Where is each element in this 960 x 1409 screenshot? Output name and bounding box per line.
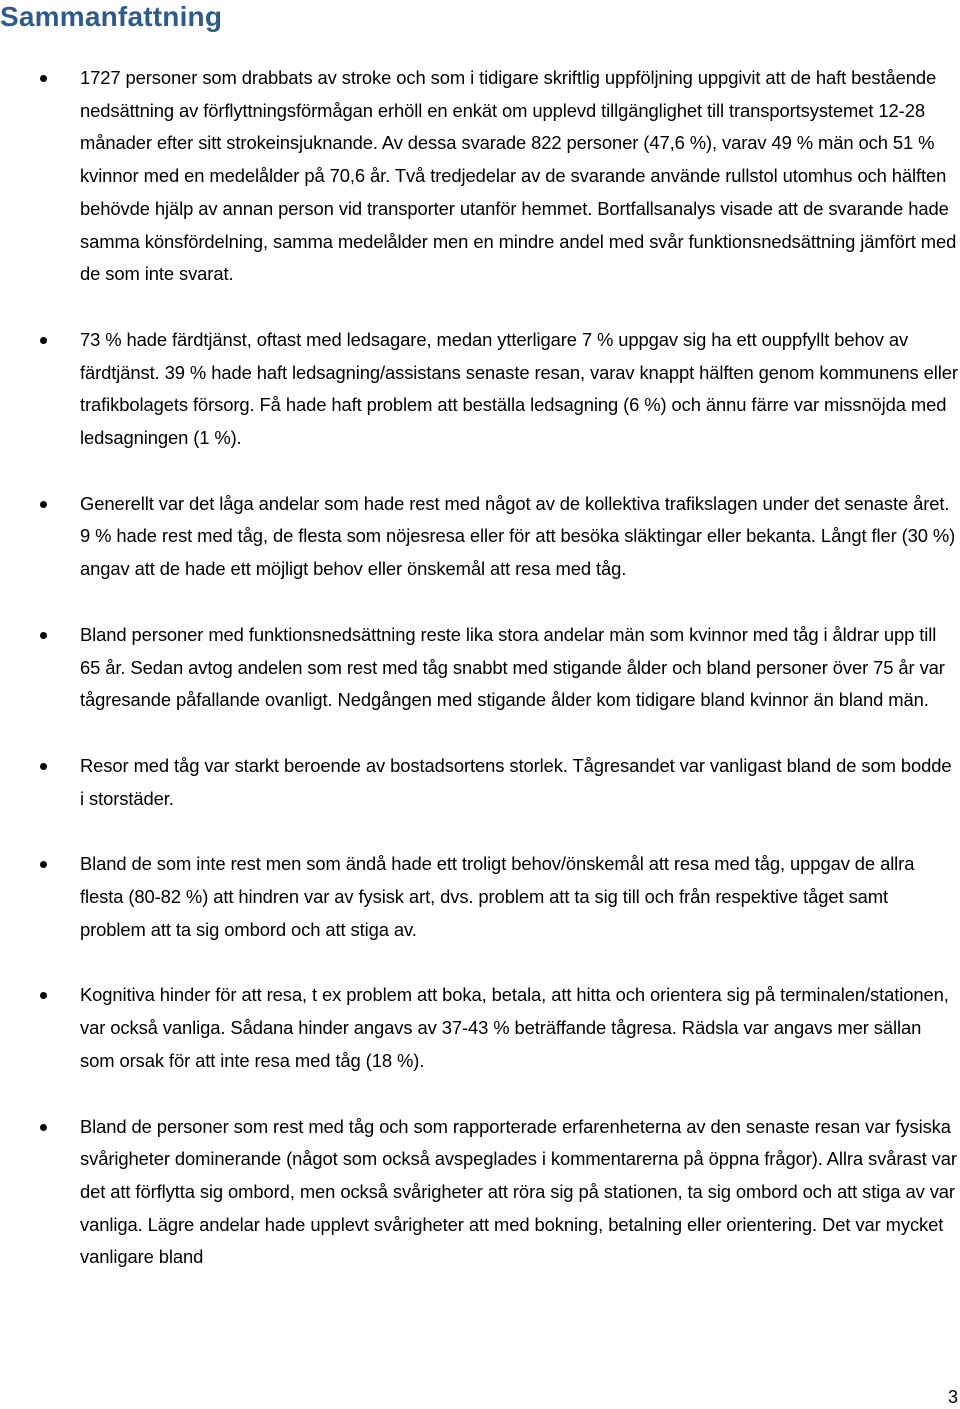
list-item xyxy=(0,848,960,946)
list-item xyxy=(0,62,960,291)
list-item xyxy=(0,1111,960,1275)
bullet-icon xyxy=(40,763,47,770)
paragraph-text: Resor med tåg var starkt beroende av bostadsortens storlek. Tågresandet var vanligast bland de som bodde i storstäder. xyxy=(80,754,952,809)
bullet-icon xyxy=(40,632,47,639)
list-item xyxy=(0,750,960,815)
bullet-icon xyxy=(40,992,47,999)
bullet-icon xyxy=(40,337,47,344)
paragraph-text: Bland de som inte rest men som ändå hade ett troligt behov/önskemål att resa med tåg, uppgav de allra flesta (80-82 %) att hindren var av fysisk art, dvs. problem att ta sig till och från respektive tåget samt problem att ta sig ombord och att stiga av. xyxy=(80,853,915,940)
bullet-icon xyxy=(40,861,47,868)
summary-bullet-list xyxy=(0,62,960,1307)
page-title: Sammanfattning xyxy=(0,1,223,32)
bullet-icon xyxy=(40,1124,47,1131)
paragraph-text: Bland de personer som rest med tåg och som rapporterade erfarenheterna av den senaste resan var fysiska svårigheter dominerande (något som också avspeglades i kommentarerna på öppna frågor). Allra svårast var det att förflytta sig ombord, men också svårigheter att röra sig på stationen, ta sig ombord och att stiga av var vanliga. Lägre andelar hade upplevt svårigheter att med bokning, betalning eller orientering. Det var mycket vanligare bland xyxy=(80,1115,957,1268)
bullet-icon xyxy=(40,501,47,508)
list-item xyxy=(0,979,960,1077)
paragraph-text: 1727 personer som drabbats av stroke och som i tidigare skriftlig uppföljning uppgivit att de haft bestående nedsättning av förflyttningsförmågan erhöll en enkät om upplevd tillgänglighet till transportsystemet 12-28 månader efter sitt strokeinsjuknande. Av dessa svarade 822 personer (47,6 %), varav 49 % män och 51 % kvinnor med en medelålder på 70,6 år. Två tredjedelar av de svarande använde rullstol utomhus och hälften behövde hjälp av annan person vid transporter utanför hemmet. Bortfallsanalys visade att de svarande hade samma könsfördelning, samma medelålder men en mindre andel med svår funktionsnedsättning jämfört med de som inte svarat. xyxy=(80,67,957,285)
paragraph-text: Kognitiva hinder för att resa, t ex problem att boka, betala, att hitta och orientera sig på terminalen/stationen, var också vanliga. Sådana hinder angavs av 37-43 % beträffande tågresa. Rädsla var angavs mer sällan som orsak för att inte resa med tåg (18 %). xyxy=(80,984,949,1071)
paragraph-text: Generellt var det låga andelar som hade rest med något av de kollektiva trafikslagen under det senaste året. 9 % hade rest med tåg, de flesta som nöjesresa eller för att besöka släktingar eller bekanta. Långt fler (30 %) angav att de hade ett möjligt behov eller önskemål att resa med tåg. xyxy=(80,492,956,580)
bullet-icon xyxy=(40,75,47,82)
page-number: 3 xyxy=(947,1387,958,1407)
list-item xyxy=(0,324,960,455)
paragraph-text: Bland personer med funktionsnedsättning reste lika stora andelar män som kvinnor med tåg i åldrar upp till 65 år. Sedan avtog andelen som rest med tåg snabbt med stigande ålder och bland personer över 75 år var tågresande påfallande ovanligt. Nedgången med stigande ålder kom tidigare bland kvinnor än bland män. xyxy=(80,623,945,711)
list-item xyxy=(0,619,960,717)
paragraph-text: 73 % hade färdtjänst, oftast med ledsagare, medan ytterligare 7 % uppgav sig ha ett ouppfyllt behov av färdtjänst. 39 % hade haft ledsagning/assistans senaste resan, varav knappt hälften genom kommunens eller trafikbolagets försorg. Få hade haft problem att beställa ledsagning (6 %) och ännu färre var missnöjda med ledsagningen (1 %). xyxy=(80,328,958,449)
list-item xyxy=(0,488,960,586)
